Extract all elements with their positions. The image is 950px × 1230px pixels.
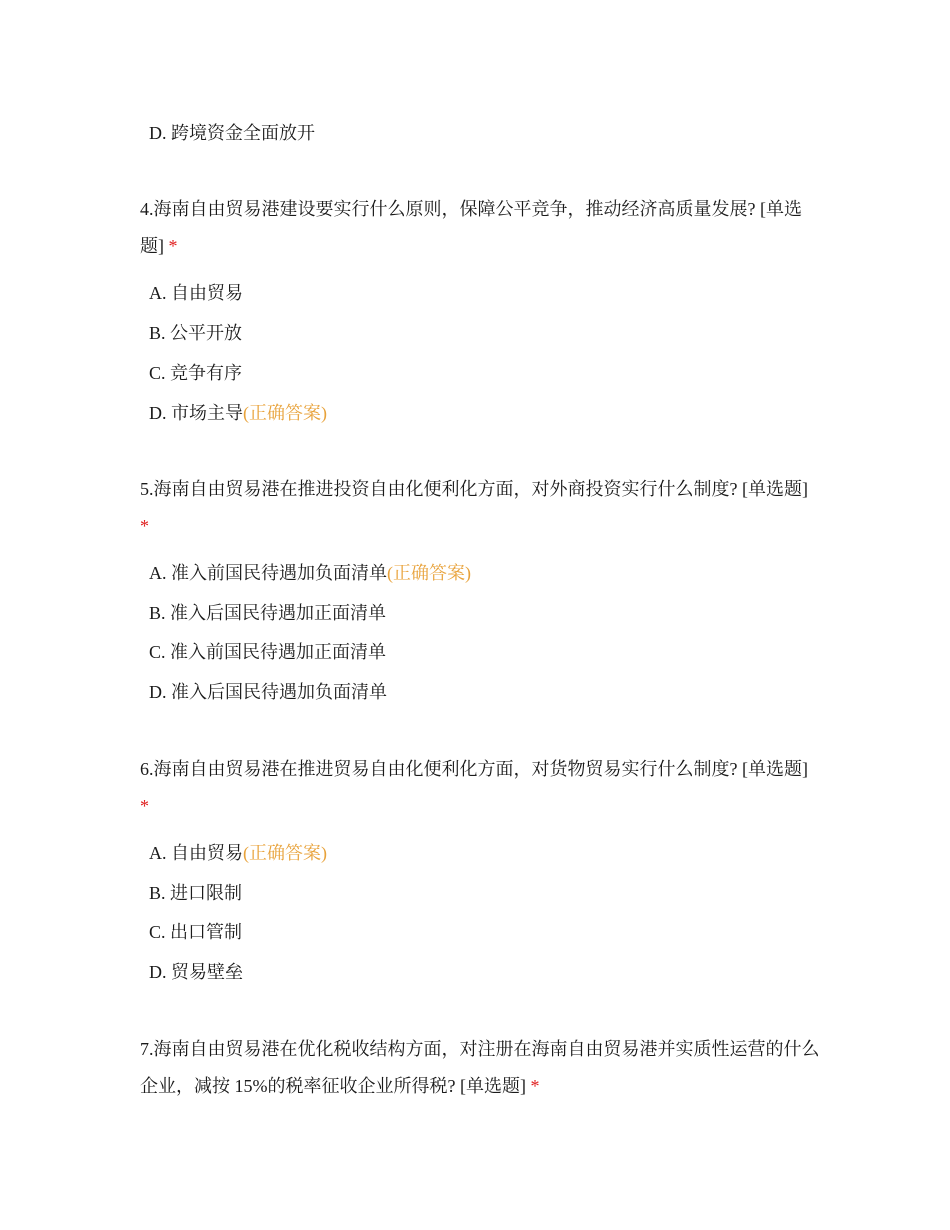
option-d-q4[interactable] [149, 398, 327, 428]
question-text: 5.海南自由贸易港在推进投资自由化便利化方面，对外商投资实行什么制度? [单选题] [140, 479, 808, 499]
option-label: C. 出口管制 [149, 922, 243, 942]
option-label: B. 进口限制 [149, 883, 243, 903]
option-label: D. 市场主导 [149, 403, 243, 423]
question-text: 4.海南自由贸易港建设要实行什么原则，保障公平竞争，推动经济高质量发展? [单选题] [140, 199, 802, 256]
option-label: A. 自由贸易 [149, 283, 243, 303]
question-6 [140, 751, 820, 825]
option-d-q6[interactable] [149, 957, 243, 987]
option-a-q5[interactable] [149, 558, 471, 588]
correct-answer-tag: (正确答案) [243, 843, 327, 863]
option-b-q4[interactable] [149, 318, 242, 348]
correct-answer-tag: (正确答案) [243, 403, 327, 423]
question-7 [140, 1031, 820, 1105]
option-label: C. 准入前国民待遇加正面清单 [149, 642, 387, 662]
option-label: B. 准入后国民待遇加正面清单 [149, 603, 387, 623]
question-text: 6.海南自由贸易港在推进贸易自由化便利化方面，对货物贸易实行什么制度? [单选题] [140, 759, 808, 779]
question-4 [140, 191, 820, 265]
option-c-q4[interactable] [149, 358, 242, 388]
correct-answer-tag: (正确答案) [387, 563, 471, 583]
required-mark: * [168, 236, 178, 256]
option-label: D. 贸易壁垒 [149, 962, 243, 982]
option-label: B. 公平开放 [149, 323, 243, 343]
option-label: D. 跨境资金全面放开 [149, 123, 315, 143]
option-c-q5[interactable] [149, 637, 386, 667]
option-b-q6[interactable] [149, 878, 242, 908]
question-text: 7.海南自由贸易港在优化税收结构方面，对注册在海南自由贸易港并实质性运营的什么企业，减按 15%的税率征收企业所得税? [单选题] [140, 1039, 820, 1096]
required-mark: * [530, 1076, 540, 1096]
option-a-q6[interactable] [149, 838, 327, 868]
option-label: A. 自由贸易 [149, 843, 243, 863]
option-label: C. 竞争有序 [149, 363, 243, 383]
option-label: D. 准入后国民待遇加负面清单 [149, 682, 387, 702]
required-mark: * [140, 796, 149, 816]
option-b-q5[interactable] [149, 598, 386, 628]
option-d-q5[interactable] [149, 677, 387, 707]
option-c-q6[interactable] [149, 917, 242, 947]
option-d-q3[interactable] [149, 118, 315, 148]
required-mark: * [140, 516, 149, 536]
question-5 [140, 471, 820, 545]
option-a-q4[interactable] [149, 278, 243, 308]
option-label: A. 准入前国民待遇加负面清单 [149, 563, 387, 583]
